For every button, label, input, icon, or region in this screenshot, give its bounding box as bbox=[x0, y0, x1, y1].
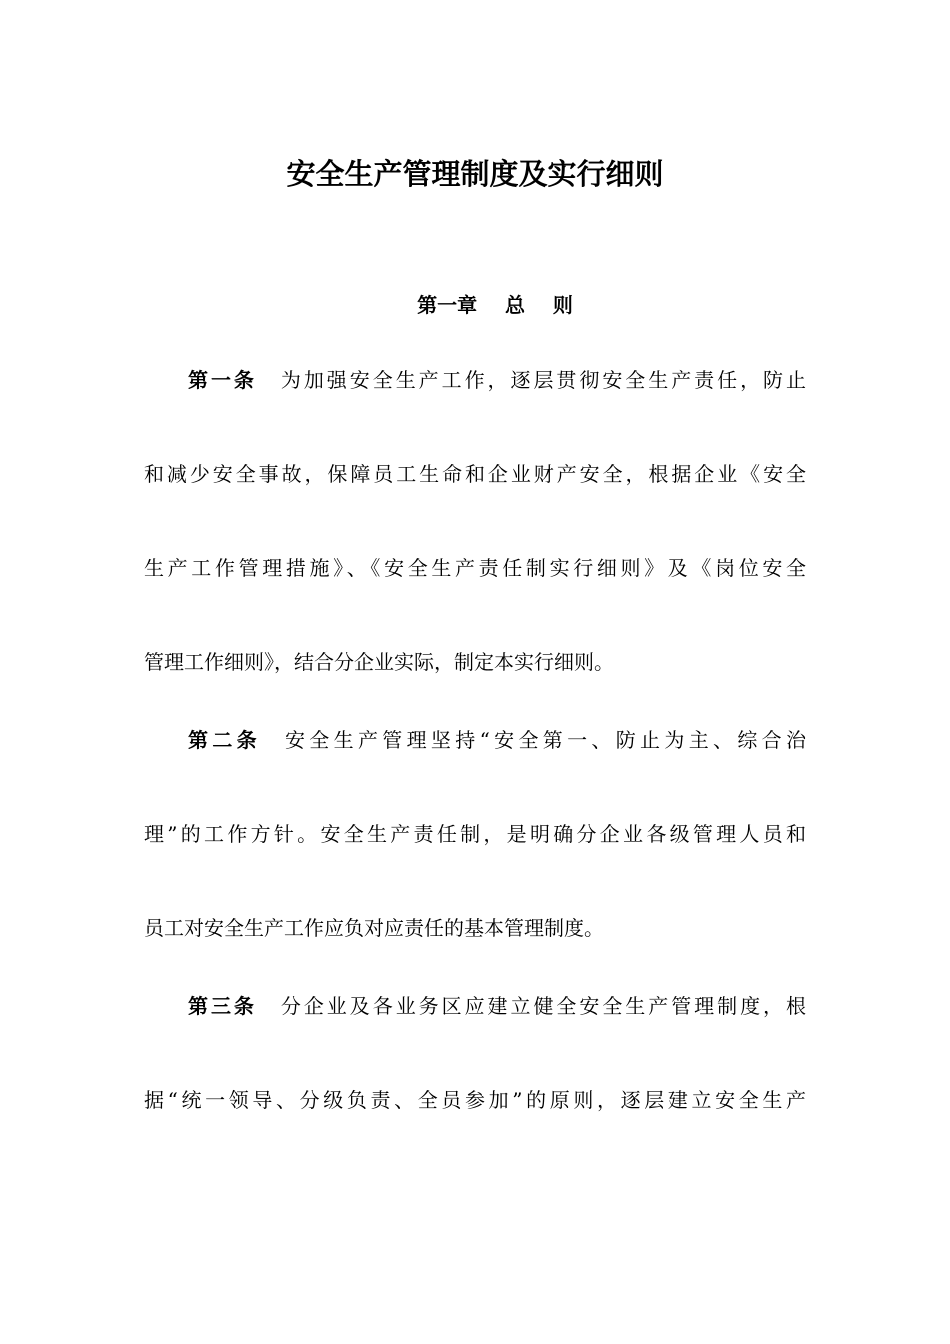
article-2-line-3: 员工对安全生产工作应负对应责任的基本管理制度。 bbox=[144, 916, 604, 940]
article-3-line-1 bbox=[188, 992, 806, 1020]
article-3-label: 第三条 bbox=[188, 994, 257, 1018]
article-1-line-3: 生产工作管理措施》、《安全生产责任制实行细则》及《岗位安全 bbox=[144, 556, 806, 580]
article-1-line-4: 管理工作细则》，结合分企业实际，制定本实行细则。 bbox=[144, 650, 614, 674]
article-1-label: 第一条 bbox=[188, 368, 257, 392]
article-1-line-1 bbox=[188, 366, 806, 394]
article-2-text-1: 安全生产管理坚持“安全第一、防止为主、综合治 bbox=[284, 728, 806, 752]
article-3-text-1: 分企业及各业务区应建立健全安全生产管理制度，根 bbox=[280, 994, 806, 1018]
article-2-line-2: 理”的工作方针。安全生产责任制，是明确分企业各级管理人员和 bbox=[144, 822, 806, 846]
article-2-label: 第二条 bbox=[188, 728, 261, 752]
document-title: 安全生产管理制度及实行细则 bbox=[286, 157, 664, 191]
article-2-line-1 bbox=[188, 726, 806, 754]
article-1-line-2: 和减少安全事故，保障员工生命和企业财产安全，根据企业《安全 bbox=[144, 462, 806, 486]
article-3-line-2: 据“统一领导、分级负责、全员参加”的原则，逐层建立安全生产 bbox=[144, 1088, 806, 1112]
article-1-text-1: 为加强安全生产工作，逐层贯彻安全生产责任，防止 bbox=[280, 368, 806, 392]
chapter-heading: 第一章 总 则 bbox=[417, 293, 573, 317]
